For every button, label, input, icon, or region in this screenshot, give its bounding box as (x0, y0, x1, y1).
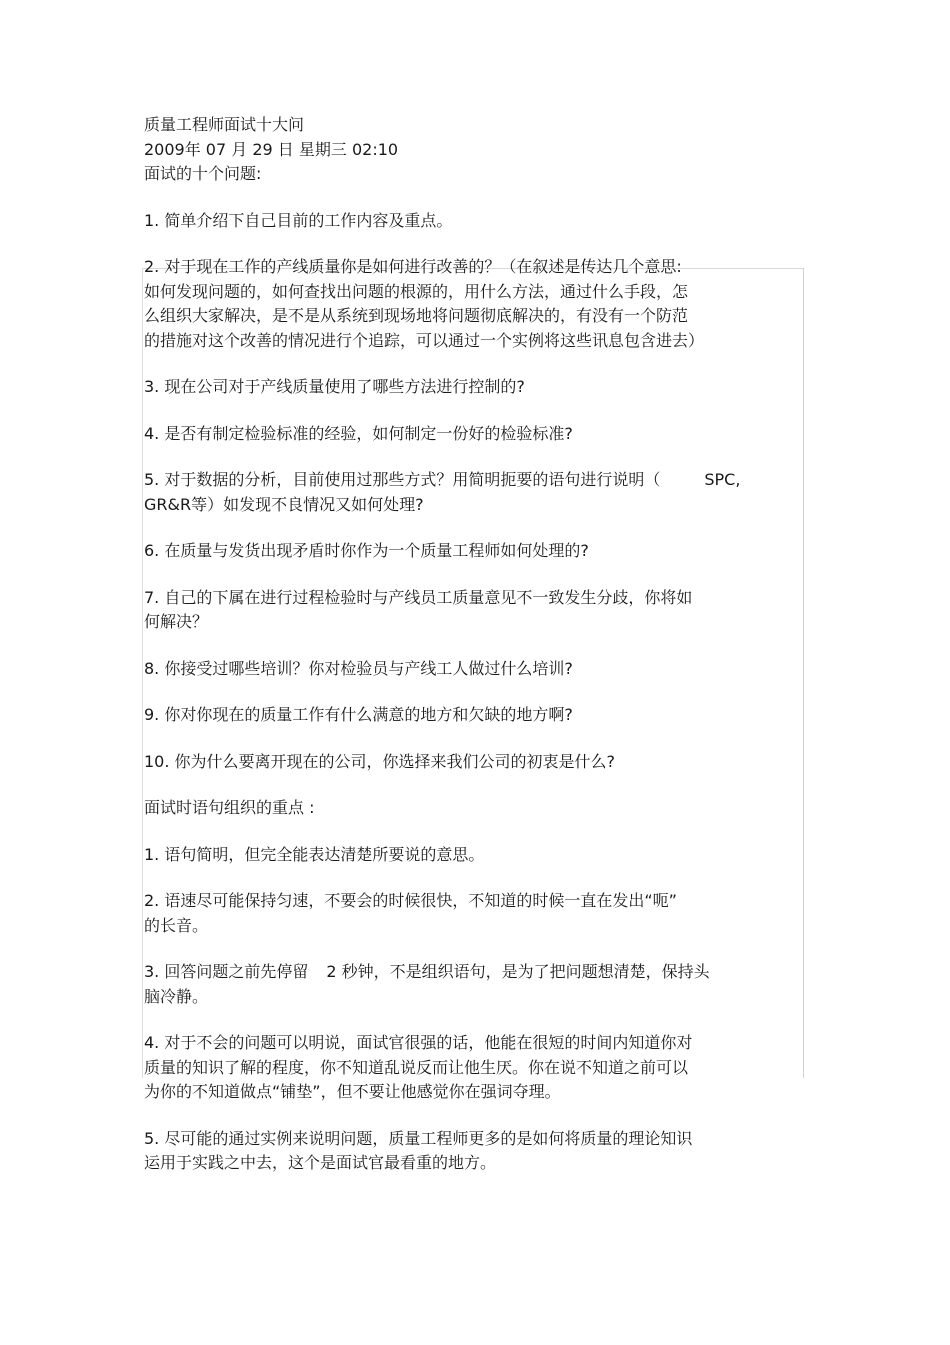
question-3: 3. 现在公司对于产线质量使用了哪些方法进行控制的? (144, 377, 525, 396)
question-9: 9. 你对你现在的质量工作有什么满意的地方和欠缺的地方啊? (144, 705, 573, 724)
tip-5-line: 运用于实践之中去，这个是面试官最看重的地方。 (144, 1153, 497, 1172)
section-heading-questions: 面试的十个问题: (144, 164, 262, 183)
document-title: 质量工程师面试十大问 (144, 115, 305, 134)
question-4: 4. 是否有制定检验标准的经验，如何制定一份好的检验标准? (144, 423, 573, 443)
tip-2 (144, 889, 774, 938)
question-2-line: 2. 对于现在工作的产线质量你是如何进行改善的？（在叙述是传达几个意思: (144, 257, 682, 276)
question-5-text: 5. 对于数据的分析，目前使用过那些方式？用简明扼要的语句进行说明（ (144, 470, 661, 489)
question-8: 8. 你接受过哪些培训？你对检验员与产线工人做过什么培训? (144, 658, 573, 678)
section-heading-tips: 面试时语句组织的重点 : (144, 798, 315, 817)
tip-2-line: 的长音。 (144, 915, 209, 935)
question-5 (144, 468, 774, 517)
question-5-line: GR&R等）如发现不良情况又如何处理? (144, 494, 424, 514)
tip-5 (144, 1127, 774, 1176)
question-2-line: 如何发现问题的，如何查找出问题的根源的，用什么方法，通过什么手段，怎 (144, 281, 689, 301)
document-body (144, 113, 774, 1176)
question-2-line: 么组织大家解决，是不是从系统到现场地将问题彻底解决的，有没有一个防范 (144, 306, 689, 325)
document-date: 2009年 07 月 29 日 星期三 02:10 (144, 139, 399, 159)
question-2 (144, 255, 774, 353)
frame-line-right (803, 268, 804, 1078)
tip-2-line: 2. 语速尽可能保持匀速，不要会的时候很快，不知道的时候一直在发出“呃” (144, 891, 677, 910)
question-5-line (144, 468, 774, 493)
question-6: 6. 在质量与发货出现矛盾时你作为一个质量工程师如何处理的? (144, 541, 589, 560)
tip-3 (144, 960, 774, 1009)
tip-3-line (144, 960, 774, 985)
tip-1: 1. 语句简明，但完全能表达清楚所要说的意思。 (144, 844, 485, 864)
question-2-line: 的措施对这个改善的情况进行个追踪，可以通过一个实例将这些讯息包含进去） (144, 330, 705, 350)
tip-4 (144, 1031, 774, 1105)
question-1: 1. 简单介绍下自己目前的工作内容及重点。 (144, 210, 453, 230)
tip-3-line: 脑冷静。 (144, 986, 209, 1006)
question-10: 10. 你为什么要离开现在的公司，你选择来我们公司的初衷是什么? (144, 751, 616, 771)
question-7-line: 7. 自己的下属在进行过程检验时与产线员工质量意见不一致发生分歧，你将如 (144, 587, 693, 607)
tip-5-line: 5. 尽可能的通过实例来说明问题，质量工程师更多的是如何将质量的理论知识 (144, 1128, 693, 1148)
question-7-line: 何解决？ (144, 612, 209, 631)
tip-3-text-b: 2 秒钟，不是组织语句，是为了把问题想清楚，保持头 (326, 962, 710, 981)
tip-4-line: 为你的不知道做点“铺垫”，但不要让他感觉你在强词夺理。 (144, 1082, 561, 1101)
tip-4-line: 4. 对于不会的问题可以明说，面试官很强的话，他能在很短的时间内知道你对 (144, 1033, 693, 1052)
tip-4-line: 质量的知识了解的程度，你不知道乱说反而让他生厌。你在说不知道之前可以 (144, 1057, 689, 1077)
tip-3-text-a: 3. 回答问题之前先停留 (144, 962, 309, 981)
frame-line-left (142, 268, 143, 1078)
question-7 (144, 586, 774, 635)
question-5-spc: SPC, (704, 470, 741, 489)
